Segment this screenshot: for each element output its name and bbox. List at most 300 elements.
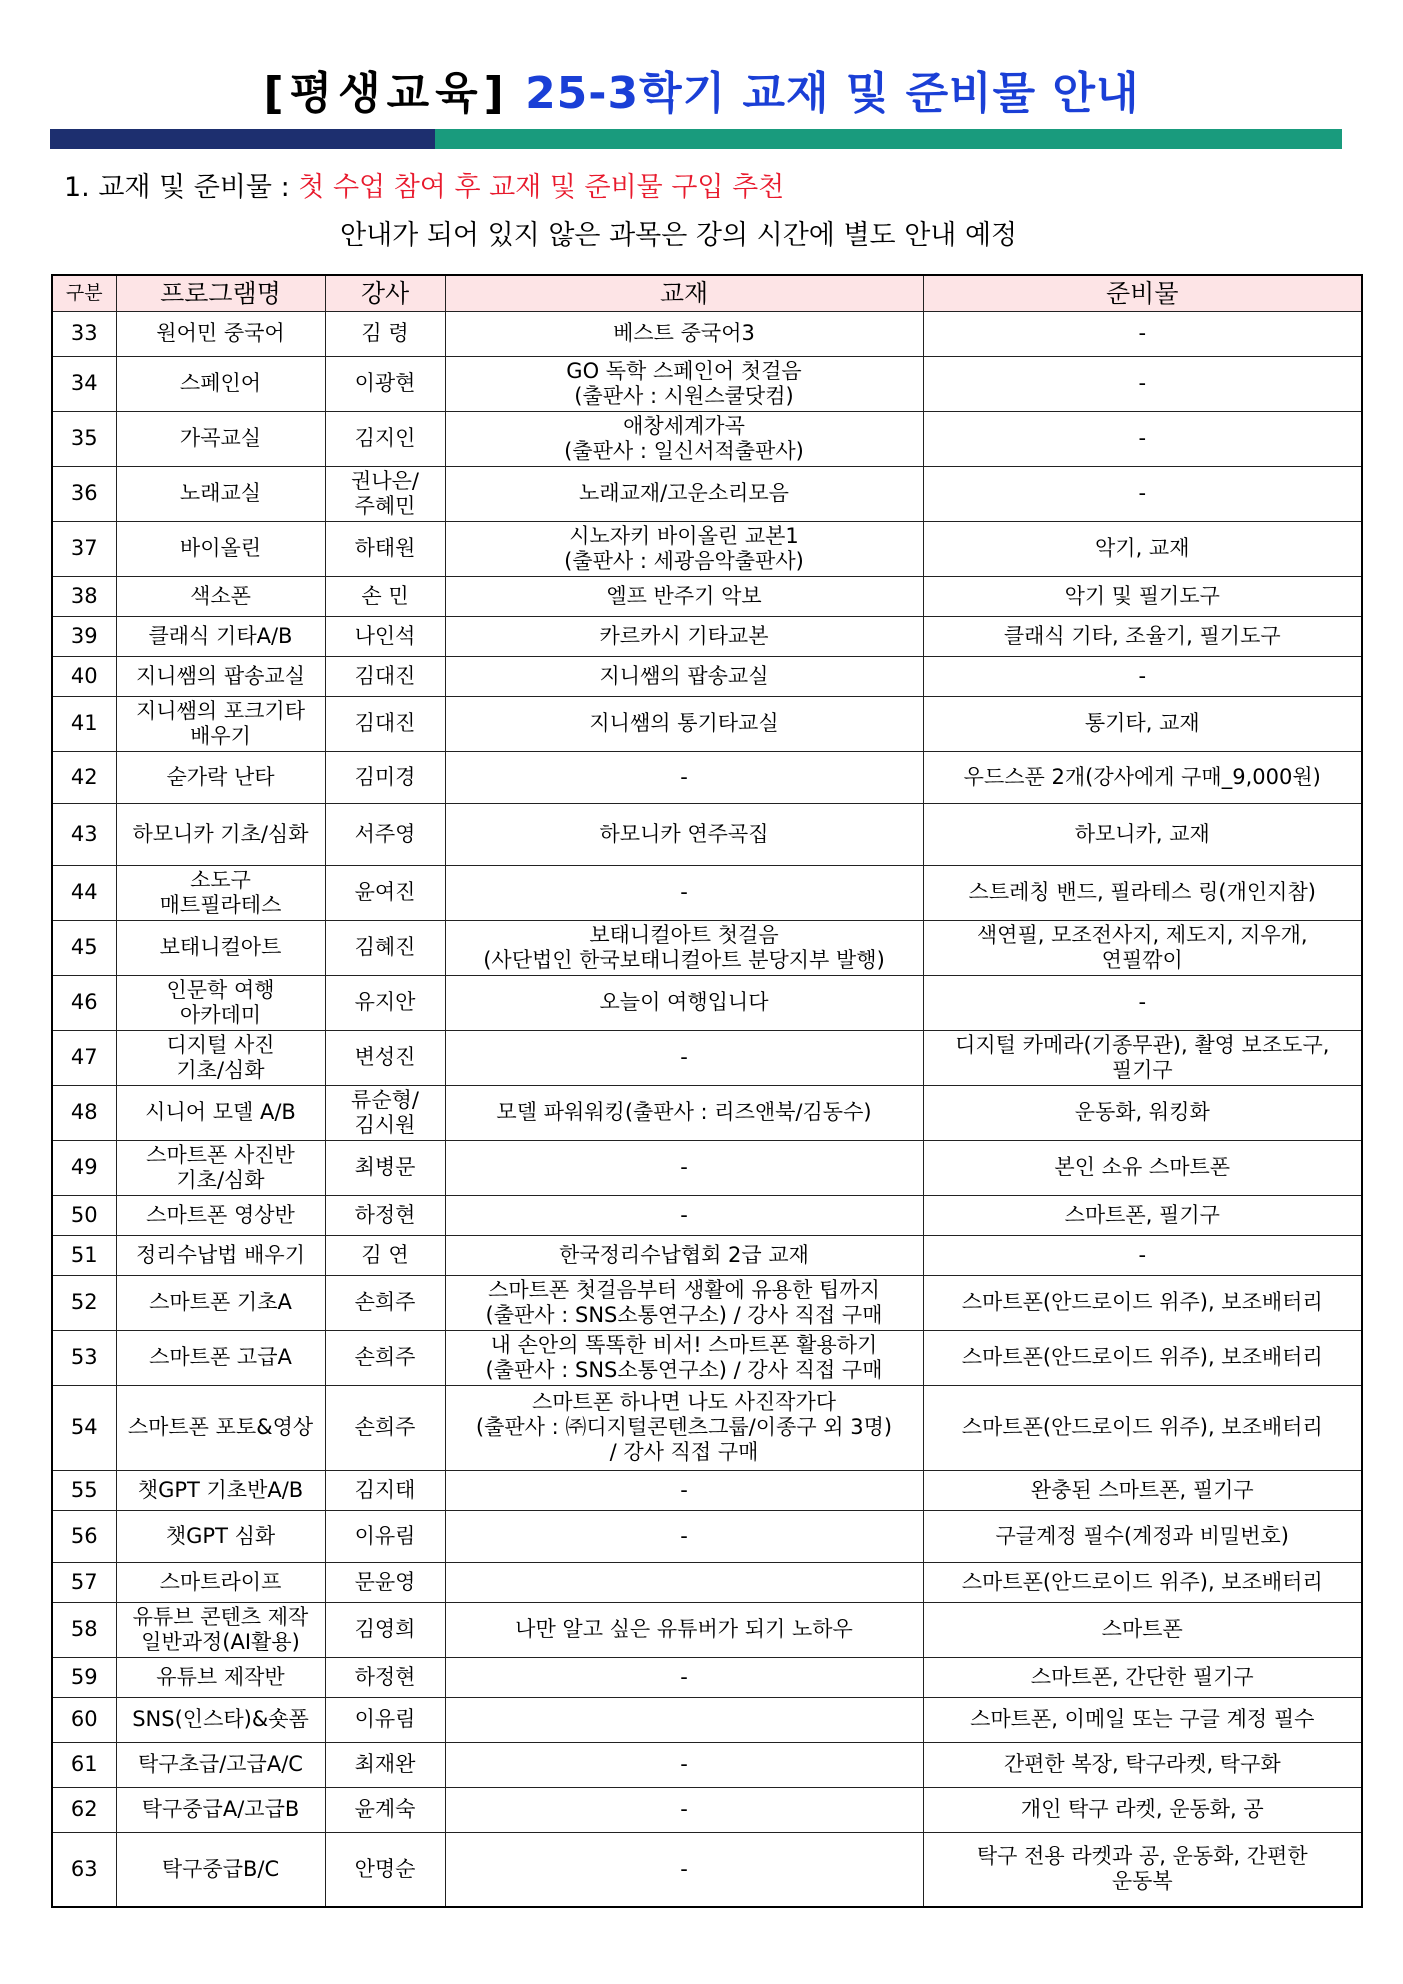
- cell-program-line: 보태니컬아트: [159, 935, 282, 959]
- cell-supplies-line: 필기구: [1111, 1057, 1173, 1082]
- cell-textbook-line: 시노자키 바이올린 교본1: [569, 523, 799, 548]
- cell-textbook-line: 한국정리수납협회 2급 교재: [559, 1242, 809, 1267]
- cell-no: 38: [52, 576, 116, 616]
- cell-supplies-line: 클래식 기타, 조율기, 필기도구: [1003, 623, 1281, 648]
- cell-program: [116, 1275, 325, 1330]
- cell-supplies-line: 운동복: [1111, 1869, 1173, 1894]
- cell-teacher-line: 손 민: [361, 583, 409, 608]
- cell-program-line: 색소폰: [190, 583, 251, 608]
- cell-no: 37: [52, 521, 116, 576]
- cell-program-line: 기초/심화: [176, 1167, 265, 1192]
- cell-textbook: [445, 466, 923, 521]
- cell-teacher-line: 주혜민: [354, 493, 416, 518]
- table-row: [52, 696, 1362, 751]
- cell-supplies-line: 스마트폰(안드로이드 위주), 보조배터리: [961, 1569, 1323, 1594]
- cell-program: [116, 975, 325, 1030]
- cell-textbook-line: 보태니컬아트 첫걸음: [589, 922, 779, 947]
- cell-teacher-line: 이광현: [354, 371, 416, 395]
- cell-teacher-line: 김영희: [354, 1617, 416, 1641]
- table-row: [52, 1562, 1362, 1602]
- cell-program-line: 하모니카 기초/심화: [132, 821, 309, 846]
- cell-teacher-line: 손희주: [354, 1290, 416, 1314]
- cell-teacher: [325, 1832, 445, 1907]
- cell-teacher: [325, 1275, 445, 1330]
- cell-textbook-line: -: [680, 880, 688, 904]
- cell-teacher-line: 서주영: [354, 821, 416, 846]
- cell-program: [116, 1510, 325, 1562]
- cell-textbook: [445, 656, 923, 696]
- cell-supplies-line: 우드스푼 2개(강사에게 구매_9,000원): [963, 764, 1321, 789]
- cell-textbook-line: GO 독학 스페인어 첫걸음: [566, 358, 802, 383]
- cell-teacher-line: 최병문: [354, 1155, 416, 1179]
- cell-supplies-line: -: [1138, 371, 1147, 395]
- cell-textbook: [445, 1030, 923, 1085]
- cell-textbook: [445, 696, 923, 751]
- cell-program: [116, 1742, 325, 1787]
- cell-textbook: [445, 1195, 923, 1235]
- intro-highlight: 첫 수업 참여 후 교재 및 준비물 구입 추천: [298, 172, 785, 203]
- cell-program-line: 원어민 중국어: [156, 321, 285, 345]
- cell-supplies: [923, 1787, 1362, 1832]
- cell-teacher: [325, 696, 445, 751]
- cell-program-line: 스페인어: [179, 371, 262, 395]
- cell-supplies: [923, 1832, 1362, 1907]
- cell-no: 51: [52, 1235, 116, 1275]
- cell-program-line: SNS(인스타)&숏폼: [132, 1707, 309, 1731]
- cell-supplies-line: 간편한 복장, 탁구라켓, 탁구화: [1003, 1752, 1281, 1776]
- table-row: [52, 1330, 1362, 1385]
- cell-no: 45: [52, 920, 116, 975]
- cell-program: [116, 616, 325, 656]
- cell-no: 63: [52, 1832, 116, 1907]
- cell-program-line: 지니쌤의 포크기타: [136, 698, 305, 723]
- cell-no: 49: [52, 1140, 116, 1195]
- cell-program: [116, 1030, 325, 1085]
- cell-program-line: 스마트폰 영상반: [146, 1202, 295, 1227]
- cell-textbook: [445, 311, 923, 356]
- cell-program: [116, 1235, 325, 1275]
- cell-program-line: 스마트폰 기초A: [149, 1290, 292, 1314]
- cell-supplies-line: 스마트폰, 이메일 또는 구글 계정 필수: [970, 1707, 1315, 1731]
- cell-supplies: [923, 1385, 1362, 1470]
- cell-textbook-line: (출판사 : ㈜디지털콘텐츠그룹/이종구 외 3명): [475, 1415, 893, 1439]
- cell-program-line: 탁구초급/고급A/C: [138, 1752, 303, 1776]
- header-teacher: 강사: [325, 275, 445, 311]
- cell-no: 53: [52, 1330, 116, 1385]
- cell-no: 54: [52, 1385, 116, 1470]
- cell-supplies: [923, 803, 1362, 865]
- table-row: [52, 1697, 1362, 1742]
- cell-program-line: 숟가락 난타: [166, 764, 275, 789]
- cell-no: 60: [52, 1697, 116, 1742]
- cell-textbook: [445, 751, 923, 803]
- cell-no: 52: [52, 1275, 116, 1330]
- cell-textbook: [445, 1470, 923, 1510]
- cell-textbook-line: 카르카시 기타교본: [599, 623, 769, 648]
- cell-program-line: 디지털 사진: [166, 1032, 275, 1057]
- cell-textbook-line: 지니쌤의 통기타교실: [589, 711, 779, 735]
- cell-textbook-line: -: [680, 1797, 688, 1821]
- cell-program-line: 지니쌤의 팝송교실: [136, 663, 305, 688]
- cell-supplies: [923, 1330, 1362, 1385]
- cell-teacher: [325, 751, 445, 803]
- table-row: [52, 656, 1362, 696]
- cell-program: [116, 1470, 325, 1510]
- table-row: [52, 751, 1362, 803]
- cell-textbook: [445, 1330, 923, 1385]
- cell-textbook: [445, 411, 923, 466]
- cell-textbook: [445, 1832, 923, 1907]
- cell-teacher: [325, 576, 445, 616]
- cell-teacher-line: 하정현: [354, 1664, 416, 1689]
- cell-textbook: [445, 1385, 923, 1470]
- cell-teacher-line: 하정현: [354, 1202, 416, 1227]
- cell-teacher: [325, 616, 445, 656]
- cell-program: [116, 1787, 325, 1832]
- cell-program-line: 스마트라이프: [159, 1569, 282, 1594]
- cell-no: 41: [52, 696, 116, 751]
- cell-program: [116, 311, 325, 356]
- cell-supplies-line: 구글계정 필수(계정과 비밀번호): [995, 1523, 1289, 1548]
- cell-textbook-line: 스마트폰 하나면 나도 사진작가다: [531, 1390, 837, 1414]
- cell-teacher: [325, 1787, 445, 1832]
- cell-supplies: [923, 1030, 1362, 1085]
- cell-supplies: [923, 1275, 1362, 1330]
- cell-textbook-line: 나만 알고 싶은 유튜버가 되기 노하우: [515, 1617, 853, 1641]
- cell-textbook: [445, 521, 923, 576]
- cell-teacher: [325, 1602, 445, 1657]
- cell-program: [116, 1385, 325, 1470]
- cell-program-line: 유튜브 제작반: [156, 1664, 285, 1689]
- header-supplies: 준비물: [923, 275, 1362, 311]
- cell-supplies-line: 스마트폰: [1101, 1617, 1183, 1641]
- cell-teacher-line: 하태원: [354, 536, 416, 560]
- cell-supplies: [923, 1140, 1362, 1195]
- cell-supplies-line: 운동화, 워킹화: [1074, 1100, 1210, 1124]
- cell-textbook-line: -: [680, 1856, 688, 1881]
- cell-no: 42: [52, 751, 116, 803]
- cell-program-line: 배우기: [190, 723, 251, 748]
- table-row: [52, 1602, 1362, 1657]
- cell-textbook-line: -: [680, 1477, 688, 1502]
- cell-supplies-line: 본인 소유 스마트폰: [1054, 1155, 1231, 1179]
- cell-no: 40: [52, 656, 116, 696]
- cell-program: [116, 1195, 325, 1235]
- cell-supplies-line: -: [1138, 321, 1147, 345]
- cell-no: 34: [52, 356, 116, 411]
- cell-program: [116, 751, 325, 803]
- cell-supplies-line: 스마트폰, 필기구: [1064, 1202, 1220, 1227]
- cell-supplies-line: 통기타, 교재: [1084, 711, 1200, 735]
- cell-teacher: [325, 466, 445, 521]
- cell-program: [116, 1697, 325, 1742]
- cell-teacher-line: 문윤영: [354, 1569, 416, 1594]
- cell-program-line: 인문학 여행: [166, 977, 275, 1002]
- cell-supplies-line: 악기 및 필기도구: [1064, 583, 1220, 608]
- cell-teacher-line: 김지인: [354, 426, 416, 450]
- cell-teacher: [325, 311, 445, 356]
- table-row: [52, 1140, 1362, 1195]
- cell-teacher-line: 안명순: [354, 1856, 416, 1881]
- cell-textbook-line: (출판사 : 일신서적출판사): [564, 438, 804, 463]
- cell-program-line: 일반과정(AI활용): [141, 1629, 300, 1654]
- cell-no: 50: [52, 1195, 116, 1235]
- cell-supplies-line: 개인 탁구 라켓, 운동화, 공: [1020, 1797, 1264, 1821]
- intro-line-1: [64, 168, 784, 208]
- cell-teacher-line: 김대진: [354, 663, 416, 688]
- table-row: [52, 1832, 1362, 1907]
- cell-supplies: [923, 466, 1362, 521]
- cell-program-line: 유튜브 콘텐츠 제작: [132, 1604, 309, 1629]
- cell-teacher: [325, 1562, 445, 1602]
- cell-program-line: 챗GPT 기초반A/B: [137, 1477, 304, 1502]
- cell-teacher: [325, 656, 445, 696]
- table-row: [52, 803, 1362, 865]
- cell-teacher-line: 김미경: [354, 764, 416, 789]
- cell-program-line: 클래식 기타A/B: [148, 623, 293, 648]
- table-row: [52, 1657, 1362, 1697]
- cell-supplies-line: -: [1138, 481, 1147, 505]
- cell-supplies-line: 하모니카, 교재: [1074, 821, 1210, 846]
- cell-teacher: [325, 1697, 445, 1742]
- cell-no: 58: [52, 1602, 116, 1657]
- cell-program-line: 탁구중급B/C: [161, 1856, 280, 1881]
- cell-textbook: [445, 1787, 923, 1832]
- cell-teacher: [325, 975, 445, 1030]
- cell-supplies: [923, 1085, 1362, 1140]
- cell-program-line: 바이올린: [179, 536, 262, 560]
- table-row: [52, 975, 1362, 1030]
- cell-textbook-line: (출판사 : 시원스쿨닷컴): [574, 383, 794, 408]
- cell-textbook: [445, 975, 923, 1030]
- cell-supplies: [923, 1195, 1362, 1235]
- cell-teacher-line: 최재완: [354, 1752, 416, 1776]
- cell-teacher: [325, 1030, 445, 1085]
- cell-textbook-line: (출판사 : SNS소통연구소) / 강사 직접 구매: [485, 1357, 883, 1382]
- cell-textbook-line: -: [680, 1045, 688, 1069]
- cell-supplies-line: 완충된 스마트폰, 필기구: [1030, 1477, 1254, 1502]
- cell-no: 47: [52, 1030, 116, 1085]
- cell-textbook-line: 모델 파워워킹(출판사 : 리즈앤북/김동수): [496, 1100, 872, 1124]
- cell-supplies: [923, 411, 1362, 466]
- cell-no: 43: [52, 803, 116, 865]
- cell-supplies: [923, 576, 1362, 616]
- cell-program: [116, 656, 325, 696]
- cell-teacher-line: 윤계숙: [354, 1797, 416, 1821]
- cell-program-line: 탁구중급A/고급B: [141, 1797, 300, 1821]
- cell-supplies: [923, 1510, 1362, 1562]
- table-row: [52, 1085, 1362, 1140]
- cell-teacher: [325, 1742, 445, 1787]
- cell-textbook-line: / 강사 직접 구매: [609, 1440, 759, 1464]
- cell-no: 46: [52, 975, 116, 1030]
- cell-textbook: [445, 1742, 923, 1787]
- intro-label: 1. 교재 및 준비물 :: [64, 172, 290, 203]
- table-row: [52, 521, 1362, 576]
- cell-teacher-line: 권나은/: [351, 468, 419, 493]
- cell-textbook: [445, 356, 923, 411]
- cell-supplies-line: 연필깎이: [1101, 947, 1183, 972]
- cell-program: [116, 865, 325, 920]
- table-row: [52, 1787, 1362, 1832]
- cell-textbook: [445, 1602, 923, 1657]
- cell-supplies: [923, 1742, 1362, 1787]
- cell-supplies: [923, 311, 1362, 356]
- cell-teacher-line: 김 연: [361, 1242, 409, 1267]
- cell-teacher-line: 손희주: [354, 1345, 416, 1369]
- cell-no: 59: [52, 1657, 116, 1697]
- cell-supplies: [923, 1657, 1362, 1697]
- title-prefix: [평생교육]: [263, 68, 510, 119]
- cell-program-line: 스마트폰 사진반: [146, 1142, 295, 1167]
- cell-textbook-line: 베스트 중국어3: [613, 321, 755, 345]
- cell-program-line: 소도구: [190, 867, 251, 892]
- cell-supplies-line: -: [1138, 426, 1147, 450]
- cell-supplies: [923, 920, 1362, 975]
- cell-textbook-line: -: [680, 1664, 688, 1689]
- table-row: [52, 865, 1362, 920]
- cell-no: 39: [52, 616, 116, 656]
- cell-program: [116, 466, 325, 521]
- cell-teacher: [325, 1657, 445, 1697]
- cell-teacher: [325, 356, 445, 411]
- cell-teacher-line: 김대진: [354, 711, 416, 735]
- cell-textbook-line: -: [680, 1202, 688, 1227]
- cell-program-line: 정리수납법 배우기: [136, 1242, 305, 1267]
- table-header-row: [52, 275, 1362, 311]
- cell-textbook: [445, 1140, 923, 1195]
- cell-program-line: 스마트폰 고급A: [149, 1345, 292, 1369]
- cell-no: 36: [52, 466, 116, 521]
- page-title: [0, 66, 1403, 122]
- cell-teacher-line: 윤여진: [354, 880, 416, 904]
- cell-no: 57: [52, 1562, 116, 1602]
- cell-supplies: [923, 696, 1362, 751]
- table-body: [52, 311, 1362, 1907]
- table-row: [52, 576, 1362, 616]
- cell-textbook: [445, 865, 923, 920]
- cell-textbook-line: 엘프 반주기 악보: [606, 583, 762, 608]
- cell-teacher-line: 이유림: [354, 1523, 416, 1548]
- cell-textbook-line: (사단법인 한국보태니컬아트 분당지부 발행): [483, 947, 885, 972]
- cell-teacher: [325, 920, 445, 975]
- cell-textbook-line: -: [680, 1752, 688, 1776]
- table-row: [52, 311, 1362, 356]
- cell-supplies-line: 디지털 카메라(기종무관), 촬영 보조도구,: [955, 1032, 1330, 1057]
- cell-teacher: [325, 521, 445, 576]
- table-row: [52, 920, 1362, 975]
- cell-no: 61: [52, 1742, 116, 1787]
- cell-supplies-line: 악기, 교재: [1095, 536, 1190, 560]
- cell-supplies-line: 색연필, 모조전사지, 제도지, 지우개,: [976, 922, 1308, 947]
- cell-supplies: [923, 975, 1362, 1030]
- cell-teacher-line: 유지안: [354, 990, 416, 1014]
- cell-supplies-line: -: [1138, 1242, 1147, 1267]
- cell-supplies-line: -: [1138, 663, 1147, 688]
- cell-supplies: [923, 616, 1362, 656]
- cell-teacher-line: 손희주: [354, 1415, 416, 1439]
- intro-line-2: 안내가 되어 있지 않은 과목은 강의 시간에 별도 안내 예정: [340, 220, 1018, 251]
- cell-teacher: [325, 1235, 445, 1275]
- cell-supplies-line: -: [1138, 990, 1147, 1014]
- cell-program: [116, 803, 325, 865]
- cell-textbook: [445, 616, 923, 656]
- cell-textbook-line: -: [680, 1155, 688, 1179]
- cell-supplies-line: 탁구 전용 라켓과 공, 운동화, 간편한: [976, 1844, 1308, 1869]
- cell-teacher: [325, 1140, 445, 1195]
- table-row: [52, 1385, 1362, 1470]
- cell-teacher: [325, 1085, 445, 1140]
- cell-program: [116, 920, 325, 975]
- table-row: [52, 411, 1362, 466]
- cell-program: [116, 576, 325, 616]
- cell-no: 55: [52, 1470, 116, 1510]
- header-no: 구분: [52, 275, 116, 311]
- cell-textbook-line: 하모니카 연주곡집: [599, 821, 769, 846]
- cell-supplies: [923, 1697, 1362, 1742]
- title-underline-navy: [50, 129, 435, 149]
- table-row: [52, 1742, 1362, 1787]
- cell-teacher-line: 류순형/: [351, 1087, 419, 1112]
- cell-teacher: [325, 803, 445, 865]
- table-row: [52, 466, 1362, 521]
- cell-program: [116, 696, 325, 751]
- title-main: 25-3학기 교재 및 준비물 안내: [525, 68, 1140, 119]
- cell-supplies: [923, 1602, 1362, 1657]
- table-row: [52, 1470, 1362, 1510]
- cell-textbook-line: (출판사 : SNS소통연구소) / 강사 직접 구매: [485, 1302, 883, 1327]
- cell-textbook-line: 오늘이 여행입니다: [599, 990, 769, 1014]
- cell-program-line: 시니어 모델 A/B: [145, 1100, 296, 1124]
- cell-program-line: 아카데미: [179, 1002, 262, 1027]
- cell-program: [116, 1330, 325, 1385]
- cell-teacher-line: 이유림: [354, 1707, 416, 1731]
- cell-textbook: [445, 1697, 923, 1742]
- header-textbook: 교재: [445, 275, 923, 311]
- cell-program: [116, 356, 325, 411]
- textbook-table: [51, 274, 1363, 1908]
- cell-program: [116, 1832, 325, 1907]
- cell-textbook: [445, 803, 923, 865]
- cell-program-line: 노래교실: [179, 481, 262, 505]
- header-program: 프로그램명: [116, 275, 325, 311]
- cell-program: [116, 1562, 325, 1602]
- cell-program: [116, 411, 325, 466]
- cell-supplies: [923, 1470, 1362, 1510]
- cell-teacher: [325, 1195, 445, 1235]
- cell-teacher-line: 김혜진: [354, 935, 416, 959]
- cell-no: 33: [52, 311, 116, 356]
- cell-teacher-line: 김시원: [354, 1112, 416, 1137]
- cell-no: 56: [52, 1510, 116, 1562]
- table-row: [52, 1510, 1362, 1562]
- cell-supplies: [923, 1235, 1362, 1275]
- cell-program-line: 스마트폰 포토&영상: [127, 1415, 314, 1439]
- table-row: [52, 616, 1362, 656]
- cell-teacher: [325, 1470, 445, 1510]
- cell-textbook-line: -: [680, 1523, 688, 1548]
- cell-textbook-line: -: [680, 764, 688, 789]
- cell-teacher-line: 변성진: [354, 1045, 416, 1069]
- cell-textbook: [445, 1562, 923, 1602]
- cell-textbook: [445, 576, 923, 616]
- cell-supplies-line: 스트레칭 밴드, 필라테스 링(개인지참): [968, 880, 1316, 904]
- cell-textbook-line: 노래교재/고운소리모음: [579, 481, 789, 505]
- cell-textbook: [445, 1657, 923, 1697]
- cell-teacher-line: 나인석: [354, 623, 416, 648]
- table-row: [52, 1235, 1362, 1275]
- cell-teacher: [325, 865, 445, 920]
